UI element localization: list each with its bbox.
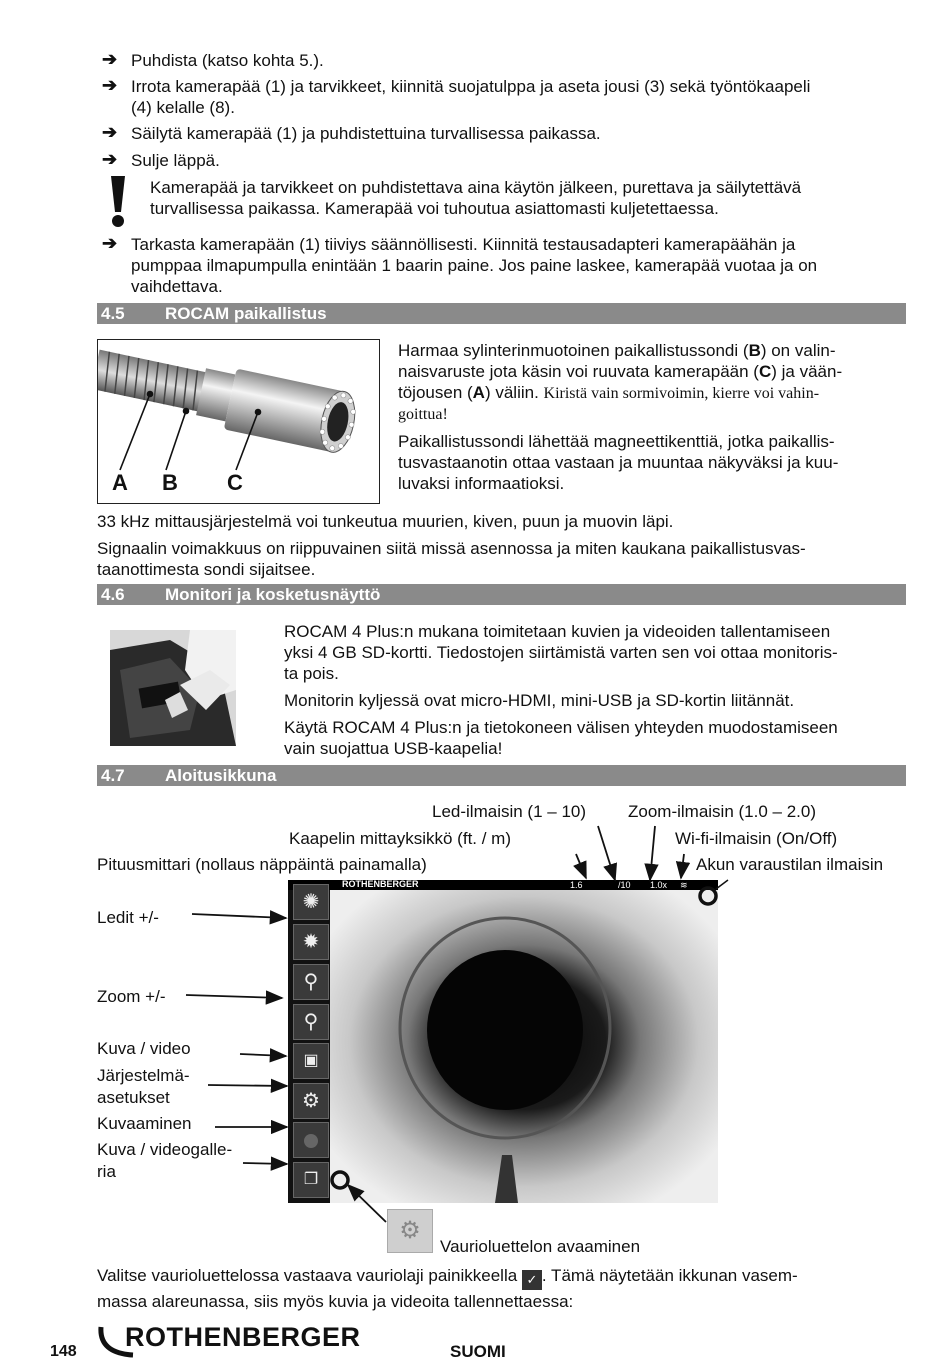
section-heading: 4.6 Monitori ja kosketusnäyttö: [97, 584, 906, 605]
label-settings: Järjestelmä- asetukset: [97, 1066, 190, 1107]
label-battery-indicator: Akun varaustilan ilmaisin: [696, 855, 884, 874]
zoom-out-button[interactable]: ⚲: [293, 1004, 329, 1040]
label-zoom-indicator: Zoom-ilmaisin (1.0 – 2.0): [628, 802, 817, 821]
label-gallery: Kuva / videogalle- ria: [97, 1140, 233, 1181]
page-number: 148: [50, 1343, 77, 1360]
label-length-meter: Pituusmittari (nollaus näppäintä painamalla): [97, 855, 427, 874]
label-zoom: Zoom +/-: [97, 987, 166, 1006]
monitor-start-screen: [288, 880, 718, 1203]
bullet-text: Sulje läppä.: [131, 151, 220, 170]
monitor-sd-card-photo: [110, 630, 236, 746]
label-wifi-indicator: Wi-fi-ilmaisin (On/Off): [675, 829, 838, 848]
language-label: SUOMI: [450, 1342, 506, 1361]
paragraph-signal: Signaalin voimakkuus on riippuvainen siitä missä asennossa ja miten kaukana paikallistusvas- taanottimesta sondi sijaitsee.: [97, 539, 806, 579]
bullet-text: Säilytä kamerapää (1) ja puhdistettuina turvallisessa paikassa.: [131, 124, 601, 143]
bullet-arrow-icon: ➔: [102, 233, 118, 253]
label-leds: Ledit +/-: [97, 908, 159, 927]
bullet-text: Tarkasta kamerapään (1) tiiviys säännöllisesti. Kiinnitä testausadapteri kamerapäähän ja pumppaa ilmapumpulla enintään 1 baarin paine. Jos paine laskee, kamerapää vuotaa ja on vaihdettava.: [131, 235, 818, 296]
bullet-arrow-icon: ➔: [102, 49, 118, 69]
warning-exclamation-icon: [108, 176, 128, 228]
monitor-brand: ROTHENBERGER: [342, 879, 419, 889]
check-icon: ✓: [522, 1270, 542, 1290]
bullet-text: Puhdista (katso kohta 5.).: [131, 51, 324, 70]
label-record: Kuvaaminen: [97, 1114, 192, 1133]
label-led-indicator: Led-ilmaisin (1 – 10): [432, 802, 587, 821]
pipe-view-image: [330, 880, 718, 1203]
bullet-arrow-icon: ➔: [102, 149, 118, 169]
section-heading: 4.7 Aloitusikkuna: [97, 765, 906, 786]
bullet-text: Irrota kamerapää (1) ja tarvikkeet, kiinnitä suojatulppa ja aseta jousi (3) sekä työntökaapeli (4) kelalle (8).: [131, 77, 811, 117]
record-button[interactable]: [293, 1122, 329, 1158]
damage-catalog-icon: ⚙: [387, 1209, 433, 1253]
monitor-top-bar: [288, 880, 718, 890]
figure-label-a: A: [112, 470, 128, 495]
camera-head-figure: [97, 339, 380, 504]
label-cable-unit: Kaapelin mittayksikkö (ft. / m): [289, 829, 512, 848]
final-paragraph: Valitse vaurioluettelossa vastaava vauriolaji painikkeella ✓ . Tämä näytetään ikkunan vasem- massa alareunassa, siis myös kuvia ja videoita tallennettaessa:: [97, 1266, 798, 1311]
settings-gear-button[interactable]: ⚙: [293, 1083, 329, 1119]
section-heading: 4.5 ROCAM paikallistus: [97, 303, 906, 324]
text-4-6: ROCAM 4 Plus:n mukana toimitetaan kuvien ja videoiden tallentamiseen yksi 4 GB SD-kortti. Tiedostojen siirtämistä varten sen voi ottaa monitoris- ta pois. Monitorin kyljessä ovat micro-HDMI, mini-USB ja SD-kortin liitännät. Käytä ROCAM 4 Plus:n ja tietokoneen välisen yhteyden muodostamiseen vain suojattua USB-kaapelia!: [284, 622, 838, 758]
zoom-readout: 1.0x: [650, 880, 668, 890]
paragraph-33khz: 33 kHz mittausjärjestelmä voi tunkeutua muurien, kiven, puun ja muovin läpi.: [97, 512, 674, 531]
zoom-in-button[interactable]: ⚲: [293, 964, 329, 1000]
wifi-icon: ≋: [680, 880, 688, 890]
camera-mode-button[interactable]: ▣: [293, 1043, 329, 1079]
gallery-button[interactable]: ❐: [293, 1162, 329, 1198]
rothenberger-logo: ROTHENBERGER: [125, 1322, 361, 1352]
label-damage-catalog: Vaurioluettelon avaaminen: [440, 1237, 641, 1256]
bullet-arrow-icon: ➔: [102, 75, 118, 95]
figure-label-c: C: [227, 470, 243, 495]
led-minus-button[interactable]: ✹: [293, 924, 329, 960]
figure-label-b: B: [162, 470, 178, 495]
led-readout: /10: [618, 880, 631, 890]
pipe-camera-view: [330, 880, 718, 1203]
length-readout: 1.6: [570, 880, 583, 890]
warning-text: Kamerapää ja tarvikkeet on puhdistettava aina käytön jälkeen, purettava ja säilytettävä turvallisessa paikassa. Kamerapää voi tuhoutua asiattomasti kuljetettaessa.: [150, 178, 802, 218]
bullet-arrow-icon: ➔: [102, 122, 118, 142]
text-4-5: Harmaa sylinterinmuotoinen paikallistussondi (B) on valin- naisvaruste jota käsin voi ruuvata kamerapään (C) ja vään- töjousen (A) väliin. Kiristä vain sormivoimin, kierre voi vahin- goittua! Paikallistussondi lähettää magneettikenttiä, jotka paikallis- tusvastaanotin ottaa vastaan ja muuntaa näkyväksi ja kuu- luvaksi informaatioksi.: [398, 341, 843, 493]
led-plus-button[interactable]: ✺: [293, 884, 329, 920]
label-photo-video: Kuva / video: [97, 1039, 191, 1058]
